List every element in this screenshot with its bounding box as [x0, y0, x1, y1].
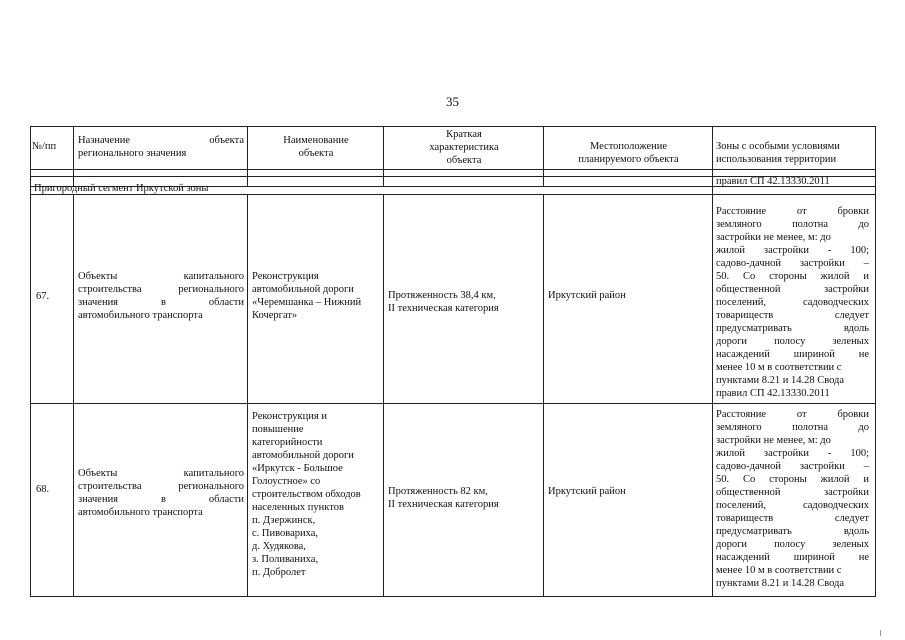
- cell-line: Кочергат»: [252, 310, 298, 321]
- cell-line: дороги полосу зеленых: [716, 539, 869, 550]
- cell-line: жилой застройки - 100;: [716, 245, 869, 256]
- cell-line: садово-дачной застройки –: [716, 258, 869, 269]
- cell-line: застройки не менее, м: до: [716, 232, 831, 243]
- row-purpose: [78, 467, 244, 519]
- cell-line: II техническая категория: [388, 499, 499, 510]
- cell-line: предусматривать вдоль: [716, 526, 869, 537]
- cell-line: насаждений шириной не: [716, 349, 869, 360]
- row-location: Иркутский район: [548, 290, 626, 301]
- cell-line: «Черемшанка – Нижний: [252, 297, 362, 308]
- cell-line: Расстояние от бровки: [716, 206, 869, 217]
- cell-line: садово-дачной застройки –: [716, 461, 869, 472]
- cell-line: общественной застройки: [716, 487, 869, 498]
- row-brief: [388, 485, 542, 511]
- header-brief: Краткая характеристика объекта: [429, 129, 499, 166]
- cell-line: повышение: [252, 424, 304, 435]
- cell-line: категорийности: [252, 437, 323, 448]
- row-name: [252, 270, 382, 322]
- cell-line: д. Худякова,: [252, 541, 306, 552]
- row-brief: [388, 289, 542, 315]
- header-num: №/пп: [32, 141, 57, 152]
- header-name: Наименование объекта: [283, 135, 349, 159]
- cell-line: Реконструкция и: [252, 411, 327, 422]
- cell-line: насаждений шириной не: [716, 552, 869, 563]
- cell-line: товариществ следует: [716, 310, 869, 321]
- cell-line: Протяженность 82 км,: [388, 486, 488, 497]
- cell-line: Расстояние от бровки: [716, 409, 869, 420]
- cell-line: строительства регионального: [78, 284, 244, 295]
- cell-line: п. Дзержинск,: [252, 515, 316, 526]
- cell-line: пунктами 8.21 и 14.28 Свода: [716, 578, 845, 589]
- row-num: 67.: [36, 291, 50, 302]
- cell-line: земляного полотна до: [716, 219, 869, 230]
- header-purpose: Назначение объекта регионального значения: [78, 135, 244, 159]
- cell-line: значения в области: [78, 494, 244, 505]
- cell-line: з. Поливаниха,: [252, 554, 319, 565]
- cell-line: населенных пунктов: [252, 502, 344, 513]
- cell-line: товариществ следует: [716, 513, 869, 524]
- cell-line: автомобильного транспорта: [78, 507, 203, 518]
- cell-line: автомобильного транспорта: [78, 310, 203, 321]
- cell-line: Голоустное» со: [252, 476, 321, 487]
- cell-line: застройки не менее, м: до: [716, 435, 831, 446]
- row-zones: [716, 205, 869, 400]
- scan-artifact: [880, 630, 881, 636]
- cell-line: автомобильной дороги: [252, 450, 354, 461]
- cell-line: земляного полотна до: [716, 422, 869, 433]
- cell-line: предусматривать вдоль: [716, 323, 869, 334]
- row-zones: [716, 408, 869, 590]
- cell-line: 50. Со стороны жилой и: [716, 271, 869, 282]
- cell-line: дороги полосу зеленых: [716, 336, 869, 347]
- page-number: 35: [446, 94, 459, 109]
- header-location: Местоположение планируемого объекта: [578, 141, 679, 165]
- cell-line: Объекты капитального: [78, 468, 244, 479]
- cell-line: п. Добролет: [252, 567, 306, 578]
- cell-line: II техническая категория: [388, 303, 499, 314]
- carryover-text: правил СП 42.13330.2011: [716, 176, 830, 187]
- cell-line: значения в области: [78, 297, 244, 308]
- row-location: Иркутский район: [548, 486, 626, 497]
- cell-line: 50. Со стороны жилой и: [716, 474, 869, 485]
- cell-line: строительством обходов: [252, 489, 361, 500]
- cell-line: поселений, садоводческих: [716, 297, 869, 308]
- cell-line: поселений, садоводческих: [716, 500, 869, 511]
- cell-line: строительства регионального: [78, 481, 244, 492]
- row-name: [252, 410, 382, 579]
- cell-line: автомобильной дороги: [252, 284, 354, 295]
- cell-line: Объекты капитального: [78, 271, 244, 282]
- section-title: Пригородный сегмент Иркутской зоны: [34, 183, 209, 194]
- cell-line: «Иркутск - Большое: [252, 463, 343, 474]
- cell-line: с. Пивовариха,: [252, 528, 318, 539]
- cell-line: правил СП 42.13330.2011: [716, 388, 830, 399]
- row-num: 68.: [36, 484, 50, 495]
- cell-line: менее 10 м в соответствии с: [716, 565, 842, 576]
- cell-line: общественной застройки: [716, 284, 869, 295]
- cell-line: менее 10 м в соответствии с: [716, 362, 842, 373]
- cell-line: Реконструкция: [252, 271, 319, 282]
- header-zones: Зоны с особыми условиями использования территории: [716, 141, 840, 165]
- cell-line: Протяженность 38,4 км,: [388, 290, 496, 301]
- cell-line: пунктами 8.21 и 14.28 Свода: [716, 375, 845, 386]
- row-purpose: [78, 270, 244, 322]
- cell-line: жилой застройки - 100;: [716, 448, 869, 459]
